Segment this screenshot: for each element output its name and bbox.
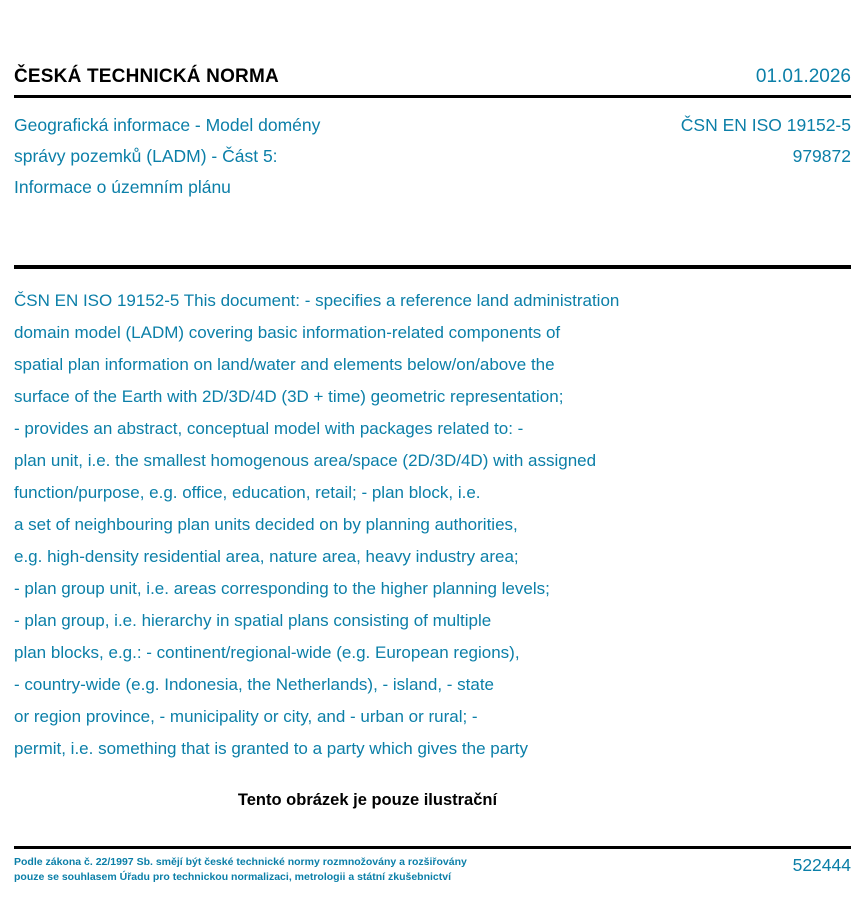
footer-legal-line: pouze se souhlasem Úřadu pro technickou normalizaci, metrologii a státní zkušebnictví xyxy=(14,871,452,883)
standard-title-line: správy pozemků (LADM) - Část 5: xyxy=(14,146,278,166)
abstract-line: spatial plan information on land/water and elements below/on/above the xyxy=(14,355,555,374)
footer-order-number: 522444 xyxy=(792,855,851,875)
abstract-line: domain model (LADM) covering basic information-related components of xyxy=(14,323,561,342)
footer-legal-text xyxy=(14,855,467,885)
standard-title-line: Informace o územním plánu xyxy=(14,177,231,197)
publication-date: 01.01.2026 xyxy=(755,66,851,87)
document-header xyxy=(14,0,851,88)
abstract-line: plan unit, i.e. the smallest homogenous area/space (2D/3D/4D) with assigned xyxy=(14,451,597,470)
title-divider xyxy=(14,265,851,269)
abstract-line: function/purpose, e.g. office, education, retail; - plan block, i.e. xyxy=(14,483,481,502)
standard-title-line: Geografická informace - Model domény xyxy=(14,115,321,135)
document-footer xyxy=(14,855,851,885)
abstract-line: permit, i.e. something that is granted to a party which gives the party xyxy=(14,739,529,758)
abstract-line: - provides an abstract, conceptual model with packages related to: - xyxy=(14,419,524,438)
standard-designation: ČSN EN ISO 19152-5 xyxy=(680,115,851,135)
footer-legal-line: Podle zákona č. 22/1997 Sb. smějí být české technické normy rozmnožovány a rozšiřovány xyxy=(14,856,467,868)
abstract-line: ČSN EN ISO 19152-5 This document: - specifies a reference land administration xyxy=(14,291,620,310)
abstract-line: surface of the Earth with 2D/3D/4D (3D + time) geometric representation; xyxy=(14,387,564,406)
abstract-line: - plan group, i.e. hierarchy in spatial plans consisting of multiple xyxy=(14,611,492,630)
abstract-line: - country-wide (e.g. Indonesia, the Netherlands), - island, - state xyxy=(14,675,495,694)
illustration-note: Tento obrázek je pouze ilustrační xyxy=(237,791,498,809)
abstract-line: a set of neighbouring plan units decided on by planning authorities, xyxy=(14,515,518,534)
abstract-text xyxy=(14,285,851,765)
standard-title xyxy=(14,110,320,203)
abstract-line: - plan group unit, i.e. areas corresponding to the higher planning levels; xyxy=(14,579,550,598)
standard-identifier xyxy=(681,110,851,203)
standard-catalog-number: 979872 xyxy=(792,146,851,166)
title-block xyxy=(14,110,851,203)
abstract-line: e.g. high-density residential area, nature area, heavy industry area; xyxy=(14,547,519,566)
abstract-line: or region province, - municipality or city, and - urban or rural; - xyxy=(14,707,478,726)
abstract-line: plan blocks, e.g.: - continent/regional-wide (e.g. European regions), xyxy=(14,643,520,662)
header-divider xyxy=(14,95,851,98)
footer-divider xyxy=(14,846,851,849)
document-kind-label: ČESKÁ TECHNICKÁ NORMA xyxy=(14,66,279,87)
